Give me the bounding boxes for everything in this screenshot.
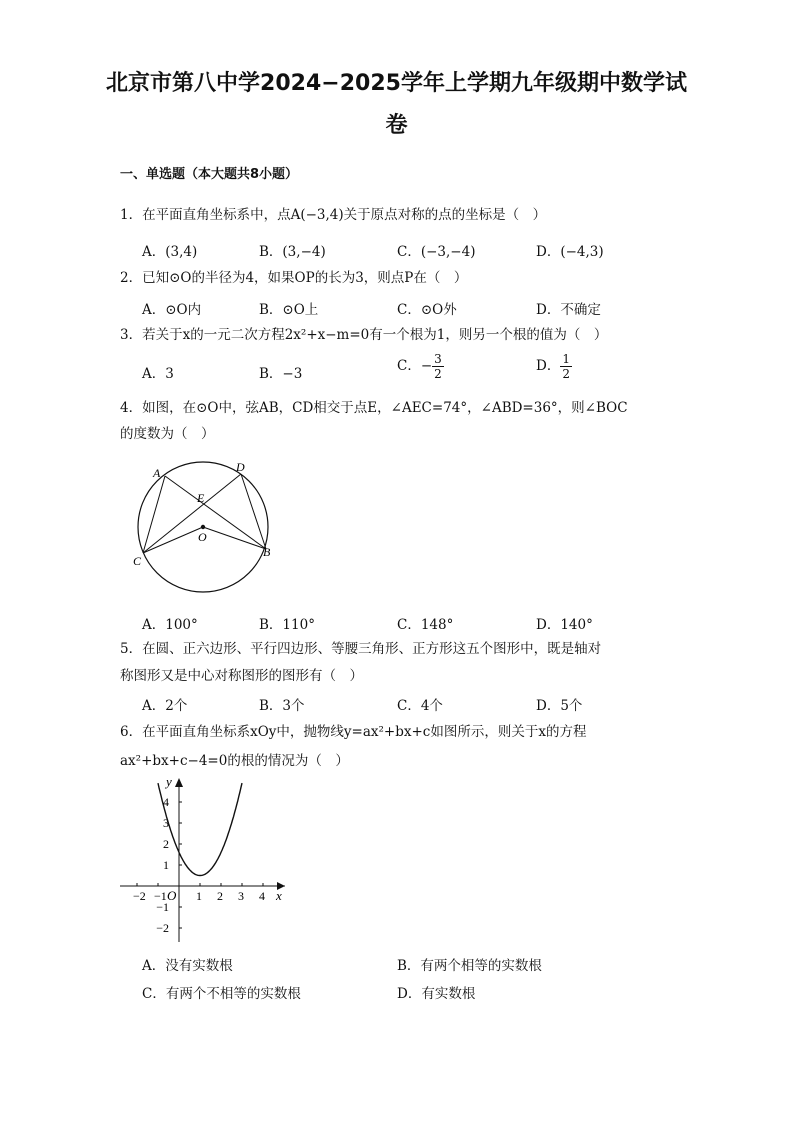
q3-option-d-fraction xyxy=(560,352,572,381)
q3-option-c xyxy=(397,352,444,381)
y-tick-label: 4 xyxy=(163,795,169,809)
question-4-stem-line2: 的度数为（ ） xyxy=(120,426,215,442)
q3-option-a: A．3 xyxy=(142,366,174,382)
y-tick-label: 3 xyxy=(163,816,169,830)
x-tick-label: 2 xyxy=(217,889,223,903)
q1-option-b: B．(3,−4) xyxy=(259,244,326,260)
q6-option-b: B．有两个相等的实数根 xyxy=(397,958,542,974)
q3-c-numerator: 3 xyxy=(434,352,442,366)
q3-option-c-fraction xyxy=(432,352,444,381)
q3-option-b: B．−3 xyxy=(259,366,303,382)
x-tick-label: −1 xyxy=(154,889,167,903)
q3-option-c-label: C． xyxy=(397,358,421,374)
question-4-stem-line1: 4．如图，在⊙O中，弦AB，CD相交于点E，∠AEC=74°，∠ABD=36°，则∠BOC xyxy=(120,400,628,416)
page-title-line1: 北京市第八中学2024−2025学年上学期九年级期中数学试 xyxy=(106,71,687,96)
question-5-stem-line1: 5．在圆、正六边形、平行四边形、等腰三角形、正方形这五个图形中，既是轴对 xyxy=(120,641,602,657)
question-5-stem-line2: 称图形又是中心对称图形的图形有（ ） xyxy=(120,668,363,684)
q2-option-c: C．⊙O外 xyxy=(397,302,457,318)
label-a: A xyxy=(153,466,161,480)
q1-option-c: C．(−3,−4) xyxy=(397,244,476,260)
q5-option-a: A．2个 xyxy=(142,698,188,714)
q6-option-c: C．有两个不相等的实数根 xyxy=(142,986,301,1002)
x-tick-label: 1 xyxy=(196,889,202,903)
x-tick-label: 4 xyxy=(259,889,265,903)
page-title-line2: 卷 xyxy=(385,113,408,138)
y-ticks-group xyxy=(156,795,182,935)
y-tick-label: −2 xyxy=(156,921,169,935)
q4-option-c: C．148° xyxy=(397,617,454,633)
q3-d-numerator: 1 xyxy=(562,352,570,366)
q1-option-a: A．(3,4) xyxy=(142,244,198,260)
y-tick-label: 2 xyxy=(163,837,169,851)
chord-ab xyxy=(165,476,266,549)
q1-option-d: D．(−4,3) xyxy=(536,244,604,260)
question-1-stem: 1．在平面直角坐标系中，点A(−3,4)关于原点对称的点的坐标是（ ） xyxy=(120,207,547,223)
y-axis-label: y xyxy=(166,774,172,789)
x-axis-label: x xyxy=(276,888,282,903)
x-tick-label: −2 xyxy=(133,889,146,903)
label-c: C xyxy=(133,554,142,568)
segment-ob xyxy=(203,527,266,549)
y-tick-label: 1 xyxy=(163,858,169,872)
segment-ac xyxy=(143,476,165,553)
chord-cd xyxy=(143,474,241,553)
x-tick-label: 3 xyxy=(238,889,244,903)
q2-option-b: B．⊙O上 xyxy=(259,302,319,318)
q3-option-d xyxy=(536,352,572,381)
q5-option-b: B．3个 xyxy=(259,698,305,714)
question-3-stem: 3．若关于x的一元二次方程2x²+x−m=0有一个根为1，则另一个根的值为（ ） xyxy=(120,327,608,343)
y-tick-label: −1 xyxy=(156,900,169,914)
label-b: B xyxy=(263,545,271,559)
q6-option-d: D．有实数根 xyxy=(397,986,476,1002)
q5-option-d: D．5个 xyxy=(536,698,583,714)
label-o: O xyxy=(198,530,207,544)
q6-option-a: A．没有实数根 xyxy=(142,958,233,974)
q2-option-a: A．⊙O内 xyxy=(142,302,202,318)
q4-option-d: D．140° xyxy=(536,617,593,633)
q4-option-a: A．100° xyxy=(142,617,198,633)
q3-c-denominator: 2 xyxy=(434,367,442,381)
y-axis-arrow xyxy=(175,778,183,787)
q3-option-d-label: D． xyxy=(536,358,561,374)
label-d: D xyxy=(236,460,245,474)
center-point xyxy=(201,525,205,529)
question-6-stem-line2: ax²+bx+c−4=0的根的情况为（ ） xyxy=(120,753,349,769)
q2-option-d: D．不确定 xyxy=(536,302,601,318)
section-heading: 一、单选题（本大题共8小题） xyxy=(120,167,299,182)
q3-option-c-sign: − xyxy=(420,358,433,374)
q3-d-denominator: 2 xyxy=(562,367,570,381)
origin-label: O xyxy=(167,888,177,903)
parabola-curve xyxy=(158,783,242,875)
parabola-graph xyxy=(115,772,295,947)
question-2-stem: 2．已知⊙O的半径为4，如果OP的长为3，则点P在（ ） xyxy=(120,270,468,286)
segment-oc xyxy=(143,527,203,553)
question-6-stem-line1: 6．在平面直角坐标系xOy中，抛物线y=ax²+bx+c如图所示，则关于x的方程 xyxy=(120,724,587,740)
circle-figure xyxy=(128,455,288,605)
q4-option-b: B．110° xyxy=(259,617,315,633)
q5-option-c: C．4个 xyxy=(397,698,443,714)
label-e: E xyxy=(197,491,205,505)
